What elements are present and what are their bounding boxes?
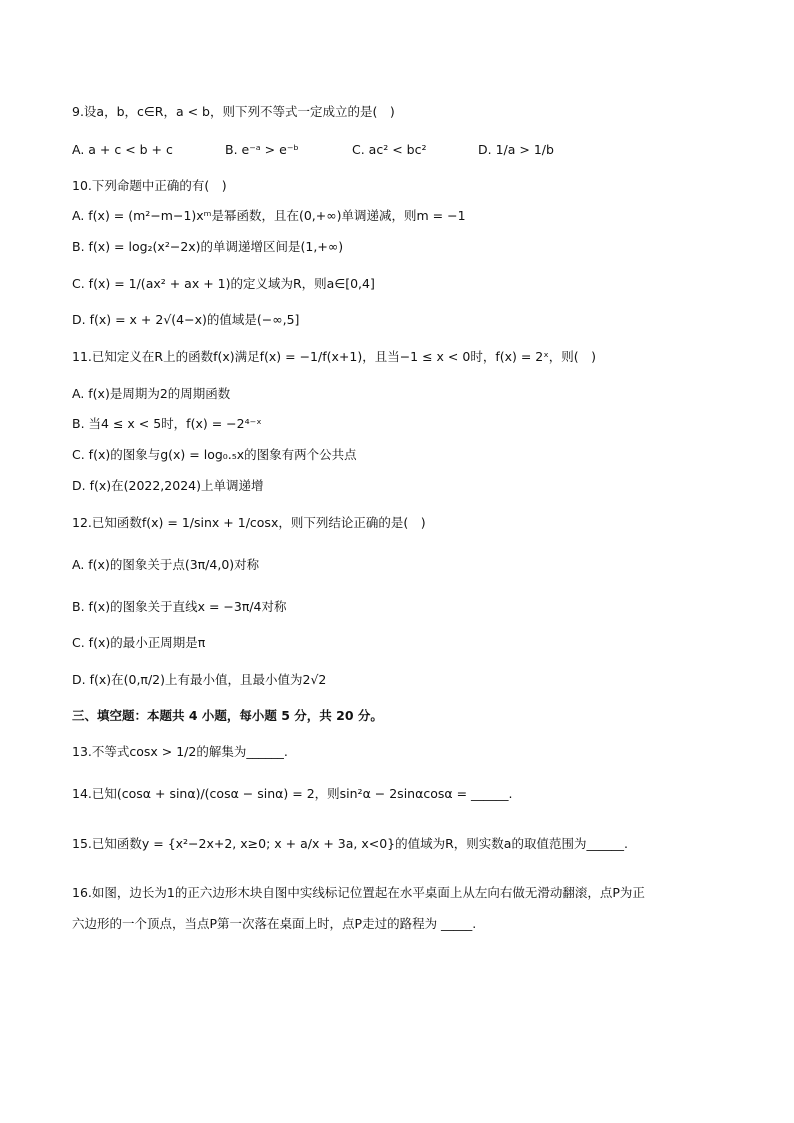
q9-option-c: C. ac² < bc² — [352, 142, 427, 157]
q11-option-a: A. f(x)是周期为2的周期函数 — [72, 386, 231, 401]
q14: 14.已知(cosα + sinα)/(cosα − sinα) = 2，则sin²α − 2sinαcosα = ______. — [72, 786, 513, 801]
q9-option-a: A. a + c < b + c — [72, 142, 173, 157]
q15: 15.已知函数y = {x²−2x+2, x≥0; x + a/x + 3a, x<0}的值域为R，则实数a的取值范围为______. — [72, 836, 628, 851]
q10-stem: 10.下列命题中正确的有( ) — [72, 178, 227, 193]
q12-option-c: C. f(x)的最小正周期是π — [72, 635, 206, 650]
q9-option-d: D. 1/a > 1/b — [478, 142, 554, 157]
q11-option-d: D. f(x)在(2022,2024)上单调递增 — [72, 478, 264, 493]
q13: 13.不等式cosx > 1/2的解集为______. — [72, 744, 288, 759]
q16-line-2: 六边形的一个顶点，当点P第一次落在桌面上时，点P走过的路程为 _____. — [72, 916, 477, 931]
q10-option-c: C. f(x) = 1/(ax² + ax + 1)的定义域为R，则a∈[0,4] — [72, 276, 375, 291]
q10-option-b: B. f(x) = log₂(x²−2x)的单调递增区间是(1,+∞) — [72, 239, 344, 254]
q12-option-b: B. f(x)的图象关于直线x = −3π/4对称 — [72, 599, 287, 614]
q9-option-b: B. e⁻ᵃ > e⁻ᵇ — [225, 142, 299, 157]
section-heading-fill-in: 三、填空题：本题共 4 小题，每小题 5 分，共 20 分。 — [72, 708, 383, 723]
q16-line-1: 16.如图，边长为1的正六边形木块自图中实线标记位置起在水平桌面上从左向右做无滑动翻滚，点P为正 — [72, 885, 645, 900]
q12-stem: 12.已知函数f(x) = 1/sinx + 1/cosx，则下列结论正确的是( ) — [72, 515, 426, 530]
q12-option-a: A. f(x)的图象关于点(3π/4,0)对称 — [72, 557, 260, 572]
q9-stem: 9.设a，b，c∈R，a < b，则下列不等式一定成立的是( ) — [72, 104, 395, 119]
q11-option-c: C. f(x)的图象与g(x) = log₀.₅x的图象有两个公共点 — [72, 447, 357, 462]
q11-option-b: B. 当4 ≤ x < 5时，f(x) = −2⁴⁻ˣ — [72, 416, 262, 431]
q11-stem: 11.已知定义在R上的函数f(x)满足f(x) = −1/f(x+1)，且当−1 ≤ x < 0时，f(x) = 2ˣ，则( ) — [72, 349, 597, 364]
q10-option-a: A. f(x) = (m²−m−1)xᵐ是幂函数，且在(0,+∞)单调递减，则m = −1 — [72, 208, 466, 223]
q10-option-d: D. f(x) = x + 2√(4−x)的值域是(−∞,5] — [72, 312, 300, 327]
q12-option-d: D. f(x)在(0,π/2)上有最小值，且最小值为2√2 — [72, 672, 327, 687]
